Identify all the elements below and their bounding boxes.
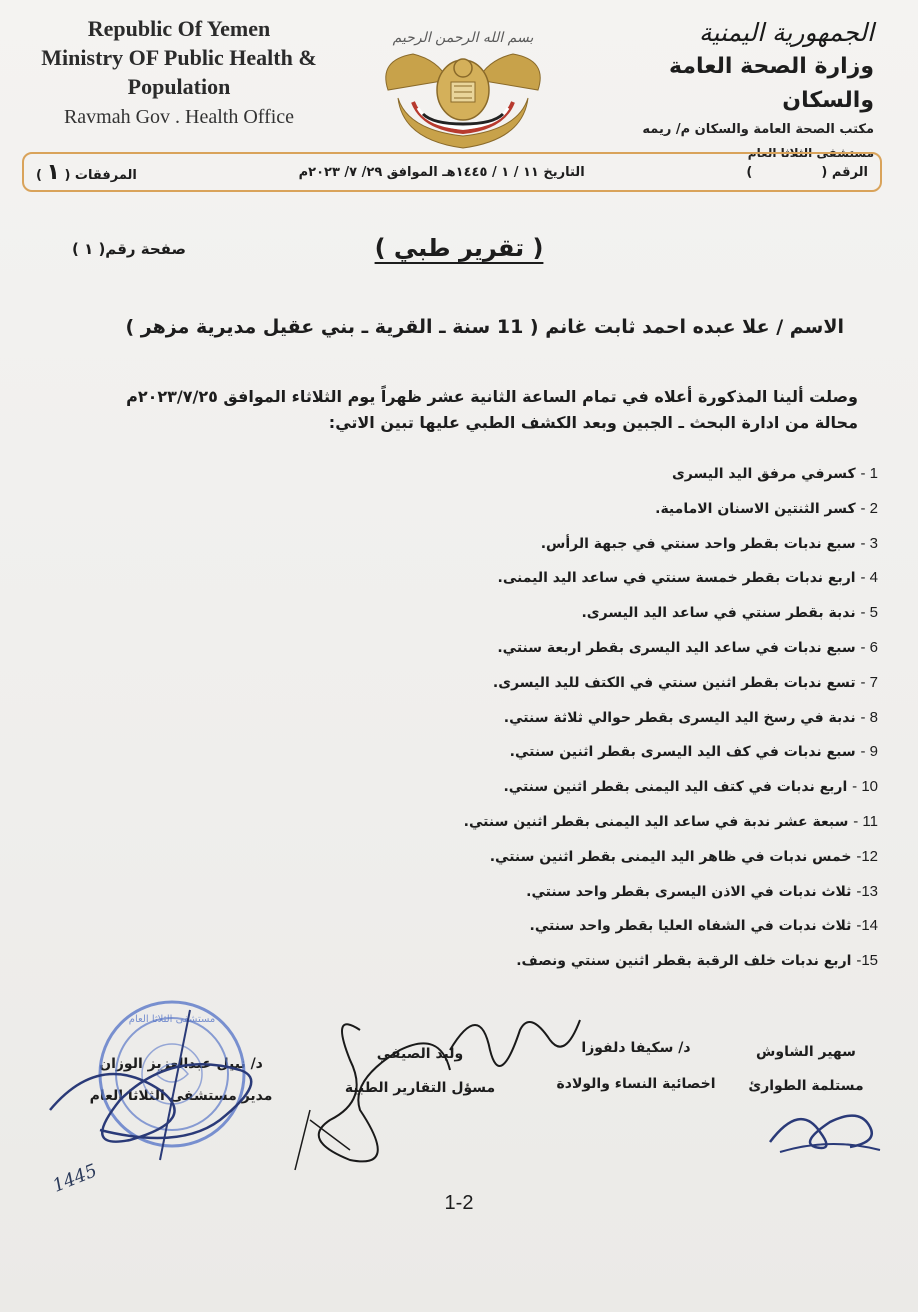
handwritten-year: 1445 <box>49 1160 101 1197</box>
ministry-name-en-cont: Population <box>127 74 231 99</box>
finding-text: ثلاث ندبات في الشفاه العليا بقطر واحد سنتي. <box>529 918 852 935</box>
finding-text: كسرفي مرفق اليد اليسرى <box>671 466 856 482</box>
finding-number: 9 - <box>860 743 878 761</box>
finding-item <box>78 770 878 805</box>
attachments-close: ) <box>36 167 42 183</box>
report-title-text: ( تقرير طبي ) <box>374 234 544 262</box>
finding-text: خمس ندبات في ظاهر اليد اليمنى بقطر اثنين سنتي. <box>489 848 852 865</box>
finding-text: سبع ندبات في ساعد اليد اليسرى بقطر اربعة سنتي. <box>497 639 856 656</box>
finding-text: ندبة بقطر سنتي في ساعد اليد اليسرى. <box>581 605 856 622</box>
intro-line-1: وصلت ألينا المذكورة أعلاه في تمام الساعة الثانية عشر ظهراً يوم الثلاثاء الموافق ٢٠٢٣/٧/٢٥م <box>126 387 858 406</box>
finding-text: سبعة عشر ندبة في ساعد اليد اليمنى بقطر اثنين سنتي. <box>463 813 849 830</box>
finding-text: اربع ندبات بقطر خمسة سنتي في ساعد اليد اليمنى. <box>497 570 856 587</box>
finding-number: 2 - <box>860 499 878 517</box>
finding-item <box>78 944 878 979</box>
finding-number: 14- <box>856 917 878 935</box>
finding-text: سبع ندبات بقطر واحد سنتي في جبهة الرأس. <box>540 535 856 552</box>
finding-item <box>78 492 878 527</box>
office-name-ar: مكتب الصحة العامة والسكان م/ ريمه <box>642 122 874 137</box>
english-letterhead <box>14 14 344 132</box>
signatory-role: مسؤل التقارير الطبية <box>344 1080 496 1096</box>
signature-block-emergency <box>736 1044 876 1094</box>
reference-number-label: الرقم ( <box>821 164 868 180</box>
finding-number: 4 - <box>860 569 878 587</box>
signatory-name: سهير الشاوش <box>756 1044 856 1060</box>
finding-number: 7 - <box>860 673 878 691</box>
finding-item <box>78 735 878 770</box>
reference-date: التاريخ ١١ / ١ / ١٤٤٥هـ الموافق ٢٩/ ٧/ ٢٠٢٣م <box>298 164 585 180</box>
finding-text: ندبة في رسخ اليد اليسرى بقطر حوالي ثلاثة سنتي. <box>503 709 856 726</box>
yemen-eagle-emblem-icon <box>368 20 558 152</box>
reference-bar <box>22 152 882 192</box>
findings-list <box>78 457 878 979</box>
finding-item <box>78 701 878 736</box>
signatory-name: وليد الصيفي <box>376 1046 464 1062</box>
finding-item <box>78 666 878 701</box>
finding-number: 5 - <box>860 604 878 622</box>
finding-item <box>78 561 878 596</box>
emergency-receiver-signature-icon <box>760 1092 890 1162</box>
basmala-text: بسم الله الرحمن الرحيم <box>392 30 534 46</box>
finding-item <box>78 840 878 875</box>
patient-name-line: الاسم / علا عبده احمد ثابت غانم ( 11 سنة ـ القرية ـ بني عقيل مديرية مزهر ) <box>125 316 844 338</box>
ministry-name-ar: وزارة الصحة العامة والسكان <box>669 54 874 113</box>
finding-text: كسر الثنتين الاسنان الامامية. <box>655 500 856 517</box>
country-name-ar: الجمهورية اليمنية <box>698 18 874 47</box>
page-counter: 1-2 <box>444 1192 474 1214</box>
signatory-role: مستلمة الطوارئ <box>748 1078 864 1094</box>
finding-text: ثلاث ندبات في الاذن اليسرى بقطر واحد سنتي. <box>526 883 852 900</box>
page-number-label: صفحة رقم( ١ ) <box>72 240 186 258</box>
signatory-name: د/ نبيل عبدالعزيز الوزان <box>99 1056 263 1072</box>
finding-number: 8 - <box>860 708 878 726</box>
finding-number: 15- <box>856 952 878 970</box>
ministry-name-en: Ministry OF Public Health & <box>41 45 317 70</box>
finding-text: اربع ندبات في كتف اليد اليمنى بقطر اثنين سنتي. <box>503 779 848 796</box>
finding-number: 1 - <box>860 465 878 482</box>
signatory-role: اخصائية النساء والولادة <box>556 1076 716 1092</box>
intro-line-2: محالة من ادارة البحث ـ الجبين وبعد الكشف الطبي عليها تبين الاتي: <box>328 413 858 432</box>
finding-number: 6 - <box>860 638 878 656</box>
signatory-role: مدير مستشفى الثلاثا العام <box>89 1088 273 1104</box>
finding-item <box>78 875 878 910</box>
report-title <box>0 234 918 262</box>
finding-item <box>78 909 878 944</box>
finding-number: 13- <box>856 882 878 900</box>
finding-item <box>78 457 878 492</box>
finding-number: 11 - <box>853 812 878 830</box>
office-name-en: Ravmah Gov . Health Office <box>63 106 295 128</box>
country-name-en: Republic Of Yemen <box>87 16 271 41</box>
finding-item <box>78 596 878 631</box>
signatory-name: د/ سكيفا دلفوزا <box>581 1040 691 1056</box>
finding-number: 3 - <box>860 534 878 552</box>
finding-number: 12- <box>856 847 878 865</box>
intro-paragraph <box>48 384 858 436</box>
finding-item <box>78 631 878 666</box>
reports-officer-signature-icon <box>290 990 590 1180</box>
finding-text: اربع ندبات خلف الرقبة بقطر اثنين سنتي ونصف. <box>516 953 852 970</box>
stamp-text: مستشفى الثلاثا العام <box>128 1014 216 1025</box>
reference-number-close: ) <box>746 164 753 180</box>
attachments-field <box>36 160 137 185</box>
finding-item <box>78 527 878 562</box>
finding-item <box>78 805 878 840</box>
attachments-value: ١ <box>46 159 60 185</box>
finding-text: تسع ندبات بقطر اثنين سنتي في الكتف لليد اليسرى. <box>492 674 856 691</box>
finding-text: سبع ندبات في كف اليد اليسرى بقطر اثنين سنتي. <box>509 744 856 761</box>
hospital-name-ar: مستشفى الثلاثا العام <box>747 146 874 160</box>
director-signature-icon <box>40 990 280 1170</box>
arabic-letterhead <box>574 16 874 164</box>
finding-number: 10 - <box>852 778 878 796</box>
attachments-label: المرفقات ( <box>64 167 137 183</box>
reference-number-field <box>746 165 868 180</box>
